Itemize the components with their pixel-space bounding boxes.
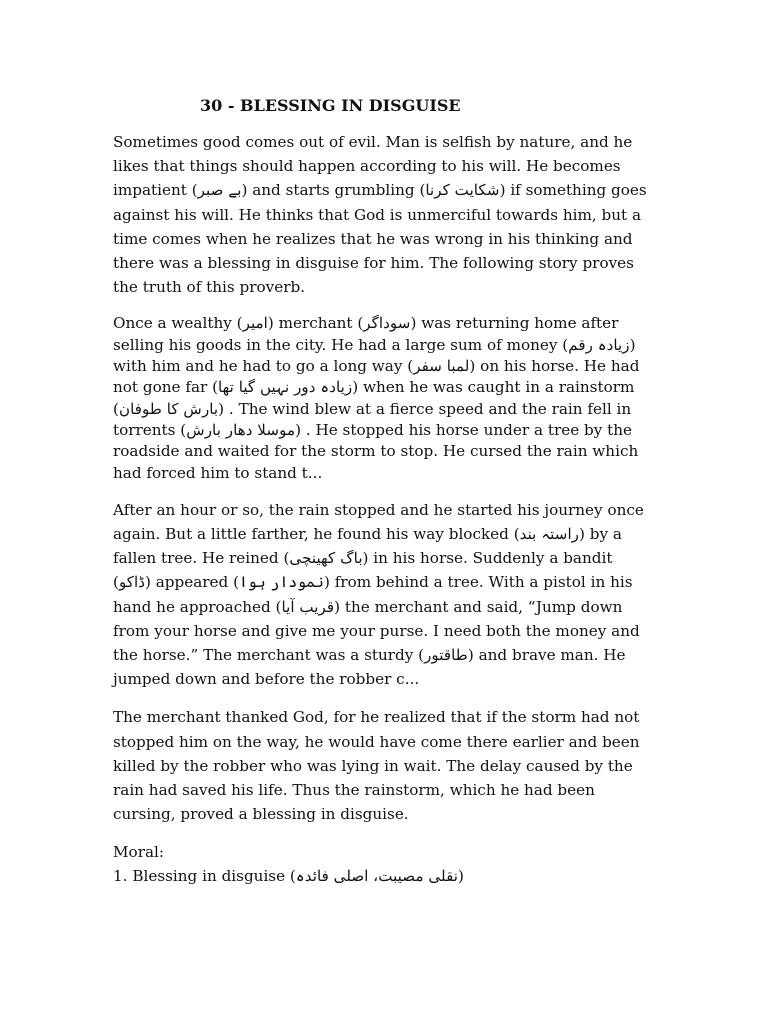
paragraph-conclusion: The merchant thanked God, for he realized that if the storm had not stopped him on the way, he would have come there earlier and been killed by the robber who was lying in wait. The delay caused by the rain had saved his life. Thus the rainstorm, which he had been cursing, proved a blessing in disguise. <box>113 708 640 824</box>
paragraph-story-1: Once a wealthy (‫امیر‬) merchant (‫سوداگر‬) was returning home after selling his goods in the city. He had a large sum of money (‫زیادہ رقم‬) with him and he had to go a long way (‫لمبا سفر‬) on his horse. He had not gone far (‫زیادہ دور نہیں گیا تھا‬) when he was caught in a rainstorm (‫بارش کا طوفان‬) . The wind blew at a fierce speed and the rain fell in torrents (‫موسلا دھار بارش‬) . He stopped his horse under a tree by the roadside and waited for the storm to stop. He cursed the rain which had forced him to stand t... <box>113 314 640 482</box>
document-page <box>113 96 653 888</box>
paragraph-story-2: After an hour or so, the rain stopped and he started his journey once again. But a little farther, he found his way blocked (‫راستہ بند‬) by a fallen tree. He reined (‫باگ کھینچی‬) in his horse. Suddenly a bandit (‫ڈاکو‬) appeared (‫نمودار ہوا‬) from behind a tree. With a pistol in his hand he approached (‫قریب آیا‬) the merchant and said, “Jump down from your horse and give me your purse. I need both the money and the horse.” The merchant was a sturdy (‫طاقتور‬) and brave man. He jumped down and before the robber c... <box>113 500 644 689</box>
moral-label: Moral: <box>113 843 164 862</box>
moral-section <box>113 840 653 888</box>
moral-item: 1. Blessing in disguise (‫نقلی مصیبت، اصلی فائدہ‬) <box>113 867 464 886</box>
paragraph-intro: Sometimes good comes out of evil. Man is selfish by nature, and he likes that things should happen according to his will. He becomes impatient (‫بے صبر‬) and starts grumbling (‫شکایت کرنا‬) if something goes against his will. He thinks that God is unmerciful towards him, but a time comes when he realizes that he was wrong in his thinking and there was a blessing in disguise for him. The following story proves the truth of this proverb. <box>113 133 647 297</box>
page-title: 30 - BLESSING IN DISGUISE <box>200 96 461 115</box>
